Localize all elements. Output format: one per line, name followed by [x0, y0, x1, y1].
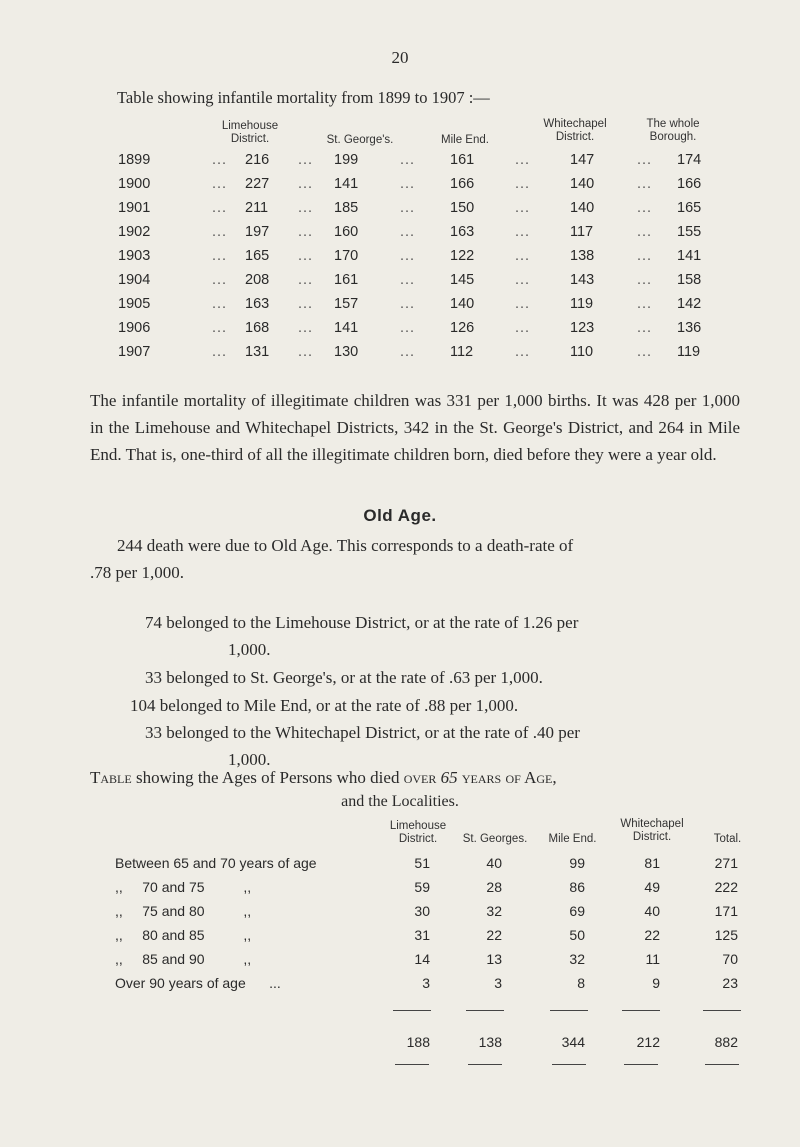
infant-header-limehouse: Limehouse District. — [221, 120, 279, 145]
age-range-label: Between 65 and 70 years of age — [115, 855, 317, 871]
value-cell: 110 — [570, 344, 594, 360]
value-cell: 165 — [245, 248, 270, 264]
age-value-cell: 86 — [569, 879, 585, 895]
infant-table-row — [0, 344, 800, 368]
leader-dots: ... — [515, 248, 531, 264]
infant-table-caption: Table showing infantile mortality from 1899 to 1907 :— — [117, 88, 490, 107]
age-table-row — [0, 903, 800, 927]
leader-dots: ... — [298, 296, 314, 312]
leader-dots: ... — [515, 296, 531, 312]
value-cell: 138 — [570, 248, 595, 264]
leader-dots: ... — [298, 344, 314, 360]
age-table-row — [0, 879, 800, 903]
old-age-item-st-georges: 33 belonged to St. George's, or at the rate of .63 per 1,000. — [145, 668, 543, 687]
infant-header-st-georges: St. George's. — [326, 134, 394, 146]
old-age-item-limehouse: 74 belonged to the Limehouse District, or at the rate of 1.26 per — [145, 613, 579, 632]
age-value-cell: 70 — [722, 951, 738, 967]
old-age-item-whitechapel-cont: 1,000. — [228, 750, 271, 769]
infant-table-row — [0, 200, 800, 224]
age-value-cell: 271 — [714, 855, 738, 871]
value-cell: 168 — [245, 320, 270, 336]
year-cell: 1900 — [118, 176, 151, 192]
age-value-cell: 40 — [644, 903, 660, 919]
infant-header-borough: The whole Borough. — [646, 118, 700, 143]
year-cell: 1906 — [118, 320, 151, 336]
total-st-georges: 138 — [478, 1034, 502, 1050]
leader-dots: ... — [212, 152, 228, 168]
age-value-cell: 69 — [569, 903, 585, 919]
leader-dots: ... — [400, 200, 416, 216]
age-value-cell: 81 — [644, 855, 660, 871]
total-rule-mile-end — [550, 1010, 588, 1011]
value-cell: 166 — [450, 176, 475, 192]
leader-dots: ... — [212, 272, 228, 288]
total-total: 882 — [714, 1034, 738, 1050]
age-range-label: ,, 85 and 90 ,, — [115, 951, 252, 967]
leader-dots: ... — [298, 320, 314, 336]
age-caption-lead: Table — [90, 768, 132, 787]
age-value-cell: 50 — [569, 927, 585, 943]
value-cell: 216 — [245, 152, 270, 168]
value-cell: 119 — [677, 344, 701, 360]
age-table-row — [0, 855, 800, 879]
age-value-cell: 22 — [486, 927, 502, 943]
value-cell: 140 — [450, 296, 475, 312]
leader-dots: ... — [637, 344, 653, 360]
age-value-cell: 13 — [486, 951, 502, 967]
leader-dots: ... — [637, 224, 653, 240]
leader-dots: ... — [212, 248, 228, 264]
value-cell: 158 — [677, 272, 702, 288]
infant-table-row — [0, 272, 800, 296]
leader-dots: ... — [212, 176, 228, 192]
value-cell: 123 — [570, 320, 595, 336]
value-cell: 140 — [570, 200, 595, 216]
value-cell: 141 — [334, 320, 359, 336]
age-value-cell: 32 — [569, 951, 585, 967]
age-value-cell: 32 — [486, 903, 502, 919]
age-value-cell: 8 — [577, 975, 585, 991]
age-table-caption — [90, 768, 557, 788]
age-caption-end: years of Age, — [461, 768, 557, 787]
value-cell: 163 — [245, 296, 270, 312]
leader-dots: ... — [637, 320, 653, 336]
leader-dots: ... — [515, 176, 531, 192]
value-cell: 166 — [677, 176, 702, 192]
year-cell: 1904 — [118, 272, 151, 288]
value-cell: 140 — [570, 176, 595, 192]
leader-dots: ... — [515, 344, 531, 360]
age-header-limehouse: Limehouse District. — [389, 820, 447, 845]
value-cell: 160 — [334, 224, 359, 240]
age-value-cell: 51 — [414, 855, 430, 871]
leader-dots: ... — [298, 152, 314, 168]
value-cell: 145 — [450, 272, 475, 288]
leader-dots: ... — [298, 224, 314, 240]
age-range-label: ,, 75 and 80 ,, — [115, 903, 252, 919]
year-cell: 1901 — [118, 200, 151, 216]
value-cell: 142 — [677, 296, 702, 312]
total-whitechapel: 212 — [636, 1034, 660, 1050]
total-rule-limehouse — [393, 1010, 431, 1011]
value-cell: 155 — [677, 224, 702, 240]
year-cell: 1907 — [118, 344, 151, 360]
value-cell: 119 — [570, 296, 594, 312]
age-range-label: ,, 80 and 85 ,, — [115, 927, 252, 943]
year-cell: 1903 — [118, 248, 151, 264]
leader-dots: ... — [400, 224, 416, 240]
age-value-cell: 222 — [714, 879, 738, 895]
value-cell: 150 — [450, 200, 475, 216]
age-value-cell: 40 — [486, 855, 502, 871]
age-range-label: ,, 70 and 75 ,, — [115, 879, 252, 895]
age-value-cell: 23 — [722, 975, 738, 991]
value-cell: 122 — [450, 248, 475, 264]
total-mile-end: 344 — [561, 1034, 585, 1050]
value-cell: 147 — [570, 152, 595, 168]
bottom-rule-whitechapel — [624, 1064, 658, 1065]
old-age-item-whitechapel: 33 belonged to the Whitechapel District, or at the rate of .40 per — [145, 723, 580, 742]
age-header-total: Total. — [713, 833, 742, 845]
age-header-whitechapel: Whitechapel District. — [620, 818, 684, 843]
leader-dots: ... — [400, 296, 416, 312]
old-age-heading: Old Age. — [363, 506, 437, 525]
age-value-cell: 49 — [644, 879, 660, 895]
value-cell: 143 — [570, 272, 595, 288]
value-cell: 117 — [570, 224, 594, 240]
leader-dots: ... — [400, 272, 416, 288]
leader-dots: ... — [298, 272, 314, 288]
leader-dots: ... — [515, 272, 531, 288]
age-value-cell: 171 — [714, 903, 738, 919]
value-cell: 157 — [334, 296, 359, 312]
leader-dots: ... — [400, 344, 416, 360]
infant-table-row — [0, 176, 800, 200]
leader-dots: ... — [515, 320, 531, 336]
age-table-row — [0, 927, 800, 951]
value-cell: 174 — [677, 152, 702, 168]
old-age-intro-line-2: .78 per 1,000. — [90, 563, 184, 582]
leader-dots: ... — [400, 248, 416, 264]
value-cell: 136 — [677, 320, 702, 336]
infant-table-row — [0, 296, 800, 320]
leader-dots: ... — [400, 152, 416, 168]
value-cell: 163 — [450, 224, 475, 240]
year-cell: 1905 — [118, 296, 151, 312]
leader-dots: ... — [298, 248, 314, 264]
value-cell: 170 — [334, 248, 359, 264]
value-cell: 185 — [334, 200, 359, 216]
total-rule-st-georges — [466, 1010, 504, 1011]
old-age-item-limehouse-cont: 1,000. — [228, 640, 271, 659]
age-table-row — [0, 951, 800, 975]
age-caption-over: over — [403, 768, 437, 787]
leader-dots: ... — [212, 320, 228, 336]
age-value-cell: 125 — [714, 927, 738, 943]
value-cell: 165 — [677, 200, 702, 216]
age-caption-mid: showing the Ages of Persons who died — [131, 768, 404, 787]
total-limehouse: 188 — [406, 1034, 430, 1050]
leader-dots: ... — [637, 272, 653, 288]
age-value-cell: 99 — [569, 855, 585, 871]
infant-table-row — [0, 320, 800, 344]
leader-dots: ... — [637, 152, 653, 168]
value-cell: 130 — [334, 344, 359, 360]
leader-dots: ... — [298, 176, 314, 192]
infant-table-row — [0, 152, 800, 176]
age-totals-row — [0, 1034, 800, 1058]
value-cell: 161 — [334, 272, 359, 288]
leader-dots: ... — [637, 200, 653, 216]
leader-dots: ... — [637, 296, 653, 312]
leader-dots: ... — [400, 176, 416, 192]
value-cell: 211 — [245, 200, 269, 216]
age-table-caption-line-2: and the Localities. — [341, 793, 459, 810]
age-caption-number: 65 — [436, 768, 462, 787]
leader-dots: ... — [637, 248, 653, 264]
bottom-rule-total — [705, 1064, 739, 1065]
leader-dots: ... — [515, 224, 531, 240]
value-cell: 199 — [334, 152, 359, 168]
old-age-item-mile-end: 104 belonged to Mile End, or at the rate of .88 per 1,000. — [130, 696, 519, 715]
age-value-cell: 3 — [422, 975, 430, 991]
total-rule-whitechapel — [622, 1010, 660, 1011]
age-value-cell: 30 — [414, 903, 430, 919]
age-value-cell: 3 — [494, 975, 502, 991]
leader-dots: ... — [212, 344, 228, 360]
age-value-cell: 9 — [652, 975, 660, 991]
leader-dots: ... — [212, 200, 228, 216]
value-cell: 208 — [245, 272, 270, 288]
age-header-st-georges: St. Georges. — [462, 833, 528, 845]
leader-dots: ... — [515, 200, 531, 216]
value-cell: 141 — [334, 176, 359, 192]
infant-header-whitechapel: Whitechapel District. — [543, 118, 607, 143]
leader-dots: ... — [637, 176, 653, 192]
bottom-rule-mile-end — [552, 1064, 586, 1065]
illegitimate-paragraph: The infantile mortality of illegitimate children was 331 per 1,000 births. It was 428 per 1,000 in the Limehouse and Whitechapel Districts, 342 in the St. George's District, and 264 in Mile End. That is, one-third of all the illegitimate children born, died before they were a year old. — [90, 391, 740, 464]
bottom-rule-limehouse — [395, 1064, 429, 1065]
age-value-cell: 59 — [414, 879, 430, 895]
value-cell: 131 — [245, 344, 270, 360]
age-value-cell: 22 — [644, 927, 660, 943]
value-cell: 126 — [450, 320, 475, 336]
year-cell: 1899 — [118, 152, 151, 168]
value-cell: 112 — [450, 344, 474, 360]
age-table-row — [0, 975, 800, 999]
leader-dots: ... — [400, 320, 416, 336]
leader-dots: ... — [212, 296, 228, 312]
total-rule-total — [703, 1010, 741, 1011]
infant-table-row — [0, 224, 800, 248]
age-value-cell: 14 — [414, 951, 430, 967]
age-header-mile-end: Mile End. — [548, 833, 597, 845]
leader-dots: ... — [212, 224, 228, 240]
age-value-cell: 11 — [645, 951, 660, 967]
age-range-label: Over 90 years of age ... — [115, 975, 281, 991]
infant-header-mile-end: Mile End. — [441, 134, 489, 146]
age-value-cell: 28 — [486, 879, 502, 895]
bottom-rule-st-georges — [468, 1064, 502, 1065]
year-cell: 1902 — [118, 224, 151, 240]
infant-table-row — [0, 248, 800, 272]
page-number: 20 — [391, 48, 409, 67]
value-cell: 161 — [450, 152, 475, 168]
age-value-cell: 31 — [414, 927, 430, 943]
value-cell: 197 — [245, 224, 270, 240]
value-cell: 227 — [245, 176, 270, 192]
value-cell: 141 — [677, 248, 702, 264]
leader-dots: ... — [515, 152, 531, 168]
leader-dots: ... — [298, 200, 314, 216]
old-age-intro-line-1: 244 death were due to Old Age. This corresponds to a death-rate of — [117, 536, 574, 555]
